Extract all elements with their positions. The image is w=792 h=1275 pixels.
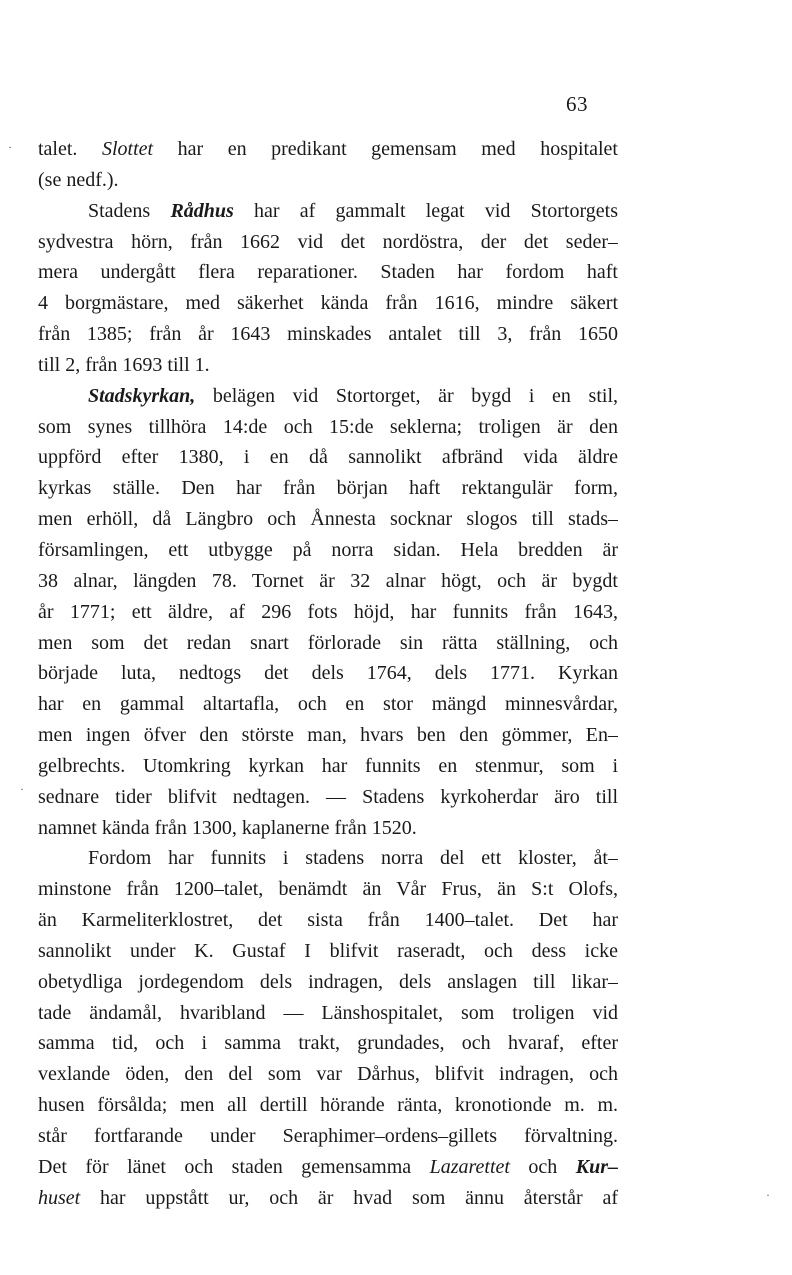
text-segment: än Karmeliterklostret, det sista från 1400–talet. Det har xyxy=(38,909,618,932)
text-segment: men erhöll, då Längbro och Ånnesta socknar slogos till stads– xyxy=(38,508,618,531)
text-line xyxy=(38,874,618,905)
text-line xyxy=(38,196,618,227)
text-line xyxy=(38,1152,618,1183)
text-line xyxy=(38,1090,618,1121)
text-segment: Stadens xyxy=(88,199,171,222)
text-line xyxy=(38,905,618,936)
text-line xyxy=(38,288,618,319)
text-segment: men som det redan snart förlorade sin rätta ställning, och xyxy=(38,631,618,654)
text-segment: år 1771; ett äldre, af 296 fots höjd, har funnits från 1643, xyxy=(38,600,618,623)
text-line xyxy=(38,412,618,443)
text-segment: till 2, från 1693 till 1. xyxy=(38,353,210,376)
text-segment: sydvestra hörn, från 1662 vid det nordöstra, der det seder– xyxy=(38,230,618,253)
text-segment: men ingen öfver den störste man, hvars ben den gömmer, En– xyxy=(38,724,618,747)
text-line xyxy=(38,473,618,504)
text-segment: från 1385; från år 1643 minskades antalet till 3, från 1650 xyxy=(38,323,618,346)
emphasized-term: Lazarettet xyxy=(429,1155,510,1178)
text-line xyxy=(38,381,618,412)
text-segment: Det för länet och staden gemensamma xyxy=(38,1155,430,1178)
text-line xyxy=(38,504,618,535)
text-segment: har uppstått ur, och är hvad som ännu återstår af xyxy=(80,1186,618,1209)
text-line xyxy=(38,936,618,967)
body-text xyxy=(38,134,618,1214)
text-segment: samma tid, och i samma trakt, grundades, och hvaraf, efter xyxy=(38,1032,618,1055)
text-line xyxy=(38,967,618,998)
text-line xyxy=(38,689,618,720)
text-segment: (se nedf.). xyxy=(38,168,119,191)
text-segment: obetydliga jordegendom dels indragen, dels anslagen till likar– xyxy=(38,970,618,993)
text-segment: har af gammalt legat vid Stortorgets xyxy=(233,199,618,222)
text-line xyxy=(38,134,618,165)
text-segment: har en gammal altartafla, och en stor mängd minnesvårdar, xyxy=(38,693,618,716)
text-line xyxy=(38,1028,618,1059)
text-segment: uppförd efter 1380, i en då sannolikt afbränd vida äldre xyxy=(38,446,618,469)
text-segment: tade ändamål, hvaribland — Länshospitalet, som troligen vid xyxy=(38,1001,618,1024)
text-segment: vexlande öden, den del som var Dårhus, blifvit indragen, och xyxy=(38,1063,618,1086)
text-line xyxy=(38,442,618,473)
text-segment: gelbrechts. Utomkring kyrkan har funnits en stenmur, som i xyxy=(38,754,618,777)
text-segment: husen försålda; men all dertill hörande ränta, kronotionde m. m. xyxy=(38,1094,618,1117)
emphasized-term: Rådhus xyxy=(170,199,234,222)
text-line xyxy=(38,658,618,689)
text-line xyxy=(38,1183,618,1214)
text-segment: som synes tillhöra 14:de och 15:de seklerna; troligen är den xyxy=(38,415,618,438)
text-segment: mera undergått flera reparationer. Staden har fordom haft xyxy=(38,261,618,284)
text-line xyxy=(38,566,618,597)
text-line xyxy=(38,535,618,566)
text-line xyxy=(38,597,618,628)
text-segment: Fordom har funnits i stadens norra del ett kloster, åt– xyxy=(88,847,618,870)
text-segment: står fortfarande under Seraphimer–ordens–gillets förvaltning. xyxy=(38,1125,618,1147)
text-segment: namnet kända från 1300, kaplanerne från 1520. xyxy=(38,816,417,839)
text-segment: 4 borgmästare, med säkerhet kända från 1616, mindre säkert xyxy=(38,292,618,315)
emphasized-term: Slottet xyxy=(101,138,154,160)
text-segment: sannolikt under K. Gustaf I blifvit raseradt, och dess icke xyxy=(38,939,618,962)
margin-speck: · xyxy=(766,1188,770,1202)
text-line xyxy=(38,813,618,844)
text-segment: sednare tider blifvit nedtagen. — Stadens kyrkoherdar äro till xyxy=(38,785,618,808)
margin-speck: · xyxy=(20,782,24,796)
text-line xyxy=(38,998,618,1029)
text-line xyxy=(38,782,618,813)
text-line xyxy=(38,1059,618,1090)
text-segment: har en predikant gemensam med hospitalet xyxy=(153,138,618,160)
text-line xyxy=(38,1121,618,1152)
page-number: 63 xyxy=(566,92,588,116)
text-segment: började luta, nedtogs det dels 1764, dels 1771. Kyrkan xyxy=(38,662,618,685)
text-line xyxy=(38,319,618,350)
text-line xyxy=(38,165,618,196)
text-segment: talet. xyxy=(38,138,102,160)
text-segment: kyrkas ställe. Den har från början haft rektangulär form, xyxy=(38,477,618,500)
emphasized-term: Kur– xyxy=(575,1155,618,1178)
text-segment: och xyxy=(509,1155,576,1178)
emphasized-term: Stadskyrkan, xyxy=(88,384,196,407)
margin-speck: · xyxy=(8,140,12,154)
text-line xyxy=(38,720,618,751)
text-line xyxy=(38,751,618,782)
text-segment: minstone från 1200–talet, benämdt än Vår Frus, än S:t Olofs, xyxy=(38,878,618,901)
text-line xyxy=(38,628,618,659)
text-line xyxy=(38,350,618,381)
text-segment: belägen vid Stortorget, är bygd i en stil, xyxy=(195,384,618,407)
text-line xyxy=(38,843,618,874)
text-segment: 38 alnar, längden 78. Tornet är 32 alnar högt, och är bygdt xyxy=(38,569,618,592)
text-line xyxy=(38,227,618,258)
text-line xyxy=(38,257,618,288)
emphasized-term: huset xyxy=(38,1186,81,1209)
text-segment: församlingen, ett utbygge på norra sidan. Hela bredden är xyxy=(38,538,618,561)
